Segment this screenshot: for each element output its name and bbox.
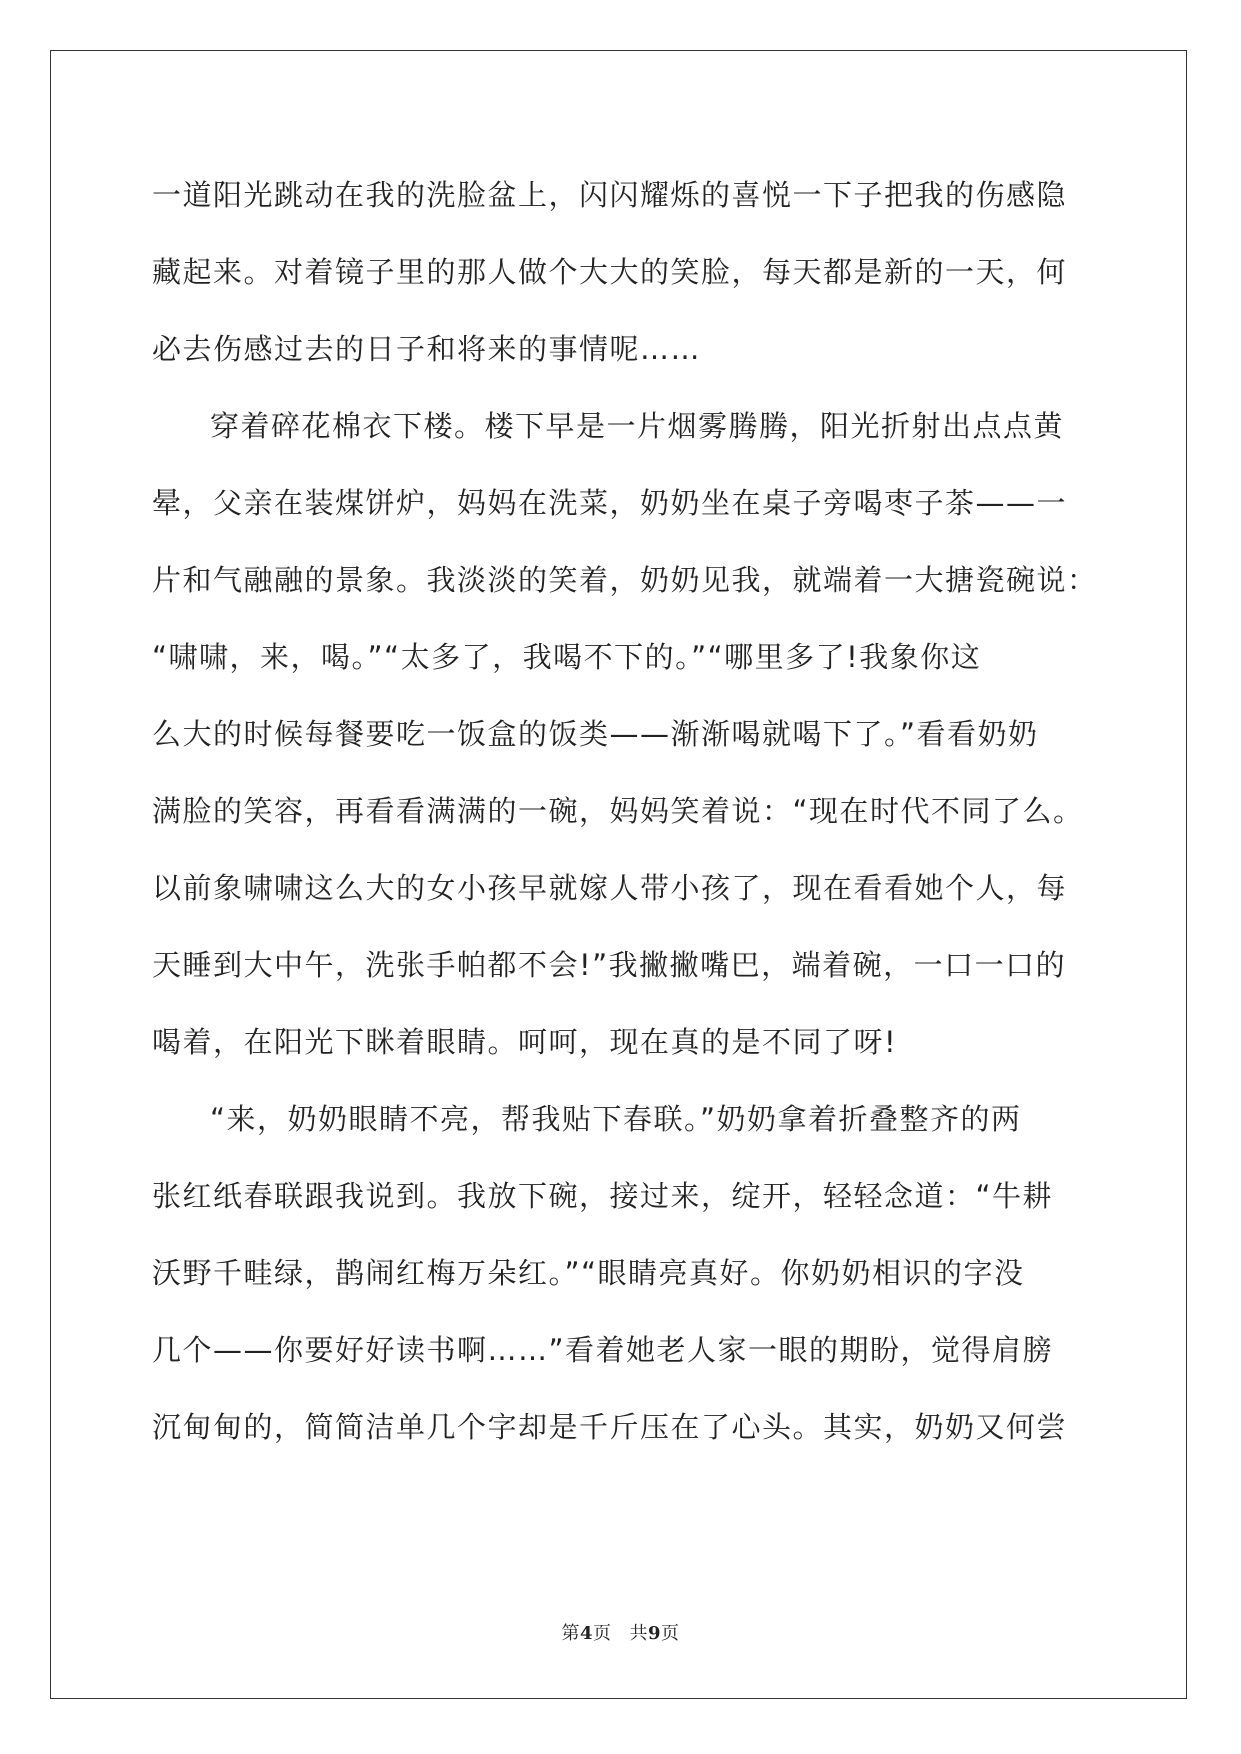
current-page-number: 4 bbox=[579, 1623, 593, 1644]
text-line: 满脸的笑容，再看看满满的一碗，妈妈笑着说：“现在时代不同了么。 bbox=[152, 794, 1084, 828]
total-page-count: 9 bbox=[648, 1623, 662, 1644]
total-suffix: 页 bbox=[661, 1623, 680, 1644]
text-line: 必去伤感过去的日子和将来的事情呢…… bbox=[152, 332, 702, 366]
text-line: “来，奶奶眼睛不亮，帮我贴下春联。”奶奶拿着折叠整齐的两 bbox=[210, 1102, 1022, 1136]
text-line: 沉甸甸的，简简洁单几个字却是千斤压在了心头。其实，奶奶又何尝 bbox=[152, 1410, 1068, 1444]
total-prefix: 共 bbox=[629, 1623, 648, 1644]
text-line: 穿着碎花棉衣下楼。楼下早是一片烟雾腾腾，阳光折射出点点黄 bbox=[210, 409, 1065, 443]
text-line: 几个——你要好好读书啊……”看着她老人家一眼的期盼，觉得肩膀 bbox=[152, 1333, 1054, 1367]
text-line: 么大的时候每餐要吃一饭盒的饭类——渐渐喝就喝下了。”看看奶奶 bbox=[152, 717, 1039, 751]
text-line: 以前象啸啸这么大的女小孩早就嫁人带小孩了，现在看看她个人，每 bbox=[152, 871, 1068, 905]
document-body bbox=[152, 157, 1098, 1466]
text-line: 天睡到大中午，洗张手帕都不会!”我撇撇嘴巴，端着碗，一口一口的 bbox=[152, 948, 1067, 982]
page-prefix: 第 bbox=[561, 1623, 580, 1644]
text-line: 沃野千畦绿，鹊闹红梅万朵红。”“眼睛亮真好。你奶奶相识的字没 bbox=[152, 1256, 1025, 1290]
text-line: 片和气融融的景象。我淡淡的笑着，奶奶见我，就端着一大搪瓷碗说： bbox=[152, 563, 1098, 597]
text-line: 藏起来。对着镜子里的那人做个大大的笑脸，每天都是新的一天，何 bbox=[152, 255, 1068, 289]
text-line: 一道阳光跳动在我的洗脸盆上，闪闪耀烁的喜悦一下子把我的伤感隐 bbox=[152, 178, 1068, 212]
page-suffix: 页 bbox=[593, 1623, 612, 1644]
text-line: 张红纸春联跟我说到。我放下碗，接过来，绽开，轻轻念道：“牛耕 bbox=[152, 1179, 1054, 1213]
page-footer bbox=[0, 1619, 1241, 1645]
text-line: 喝着，在阳光下眯着眼睛。呵呵，现在真的是不同了呀! bbox=[152, 1025, 898, 1059]
text-line: “啸啸，来，喝。”“太多了，我喝不下的。”“哪里多了!我象你这 bbox=[152, 640, 982, 674]
text-line: 晕，父亲在装煤饼炉，妈妈在洗菜，奶奶坐在桌子旁喝枣子茶——一 bbox=[152, 486, 1068, 520]
